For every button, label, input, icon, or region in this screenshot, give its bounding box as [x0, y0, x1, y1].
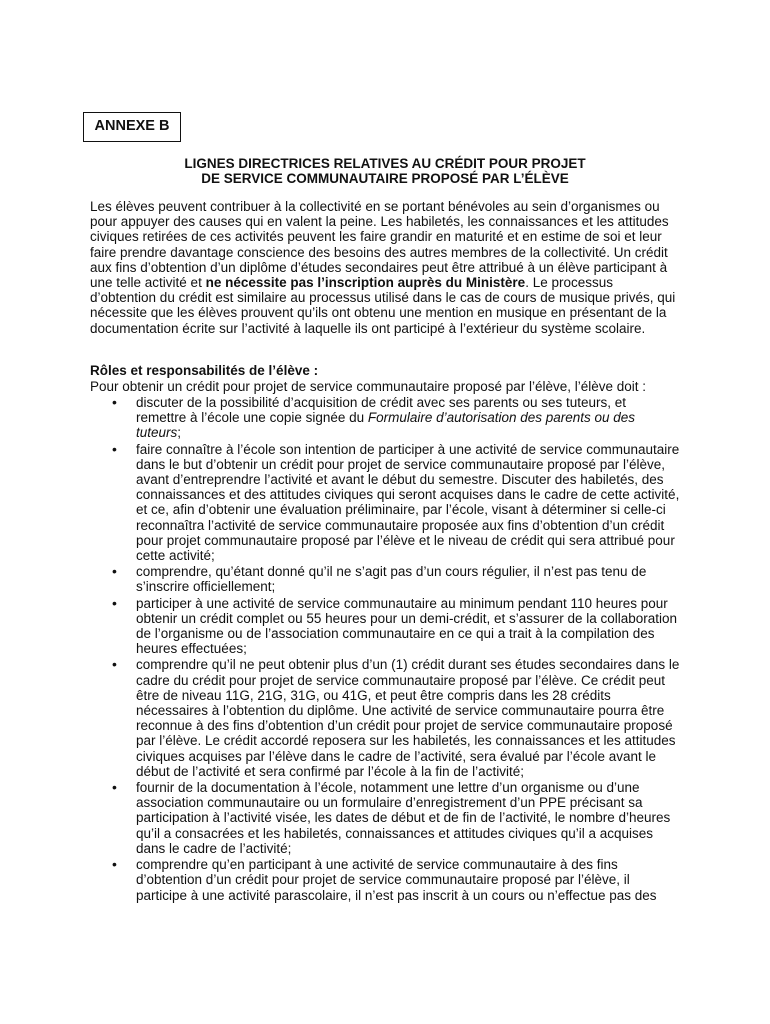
- list-item: • comprendre, qu’étant donné qu’il ne s’agit pas d’un cours régulier, il n’est pas tenu de s’inscrire officiellement;: [90, 564, 680, 594]
- intro-text-part-2: . Le processus d’obtention du crédit est similaire au processus utilisé dans le cas de cours de musique privés, qui nécessite que les élèves prouvent qu’ils ont obtenu une mention en musique en présentant de la documentation écrite sur l’activité à laquelle ils ont participé à l’extérieur du système scolaire.: [90, 275, 676, 336]
- bullet-1-text-part-2: ;: [177, 425, 182, 441]
- responsibilities-list: [90, 395, 680, 904]
- list-item: • comprendre qu’en participant à une activité de service communautaire à des fins d’obtention d’un crédit pour projet de service communautaire proposé par l’élève, il participe à une activité parascolaire, il n’est pas inscrit à un cours ou n’effectue pas des: [90, 857, 680, 903]
- bullet-1-text-part-1: discuter de la possibilité d’acquisition de crédit avec ses parents ou ses tuteurs, et remettre à l’école une copie signée du: [136, 395, 627, 426]
- section-heading: Rôles et responsabilités de l’élève :: [90, 363, 319, 378]
- intro-text-part-1: Les élèves peuvent contribuer à la collectivité en se portant bénévoles au sein d’organismes ou pour appuyer des causes qui en valent la peine. Les habiletés, les connaissances et les attitudes civiques retirées de ces activités peuvent les faire grandir en maturité et en estime de soi et leur faire prendre davantage conscience des besoins des autres membres de la collectivité. Un crédit aux fins d’obtention d’un diplôme d’études secondaires peut être attribué à un élève participant à une telle activité et: [90, 199, 669, 291]
- list-item: • comprendre qu’il ne peut obtenir plus d’un (1) crédit durant ses études secondaires dans le cadre du crédit pour projet de service communautaire proposé par l’élève. Ce crédit peut être de niveau 11G, 21G, 31G, ou 41G, et peut être compris dans les 28 crédits nécessaires à l’obtention du diplôme. Une activité de service communautaire pourra être reconnue à des fins d’obtention d’un crédit pour projet de service communautaire proposé par l’élève. Le crédit accordé reposera sur les habiletés, les connaissances et les attitudes civiques acquises par l’élève dans le cadre de l’activité, sera évalué par l’école avant le début de l’activité et sera confirmé par l’école à la fin de l’activité;: [90, 657, 680, 779]
- bullet-1-form-title: Formulaire d’autorisation des parents ou des tuteurs: [136, 410, 636, 441]
- lead-sentence: Pour obtenir un crédit pour projet de service communautaire proposé par l’élève, l’élève doit :: [90, 379, 647, 394]
- title-line-1: LIGNES DIRECTRICES RELATIVES AU CRÉDIT POUR PROJET: [184, 156, 586, 171]
- title-line-2: DE SERVICE COMMUNAUTAIRE PROPOSÉ PAR L’ÉLÈVE: [201, 171, 569, 186]
- list-item: • faire connaître à l’école son intention de participer à une activité de service communautaire dans le but d’obtenir un crédit pour projet de service communautaire proposé par l’élève, avant d’entreprendre l’activité et avant le début du semestre. Discuter des habiletés, des connaissances et des attitudes civiques qui seront acquises dans le cadre de cette activité, et ce, afin d’obtenir une évaluation préliminaire, par l’école, visant à déterminer si celle-ci reconnaîtra l’activité de service communautaire proposée aux fins d’obtention d’un crédit pour projet communautaire proposé par l’élève et le niveau de crédit qui sera attribué pour cette activité;: [90, 442, 680, 564]
- intro-bold-text: ne nécessite pas l’inscription auprès du Ministère: [205, 275, 526, 291]
- annex-label: ANNEXE B: [83, 112, 181, 142]
- document-title: [90, 156, 680, 186]
- list-item: [90, 395, 680, 441]
- list-item: • participer à une activité de service communautaire au minimum pendant 110 heures pour obtenir un crédit complet ou 55 heures pour un demi-crédit, et s’assurer de la collaboration de l’organisme ou de l’association communautaire en ce qui a trait à la compilation des heures effectuées;: [90, 596, 680, 657]
- list-item: • fournir de la documentation à l’école, notamment une lettre d’un organisme ou d’une association communautaire ou un formulaire d’enregistrement d’un PPE précisant sa participation à l’activité visée, les dates de début et de fin de l’activité, le nombre d’heures qu’il a consacrées et les habiletés, connaissances et attitudes civiques qu’il a acquises dans le cadre de l’activité;: [90, 780, 680, 856]
- intro-paragraph: [90, 199, 680, 336]
